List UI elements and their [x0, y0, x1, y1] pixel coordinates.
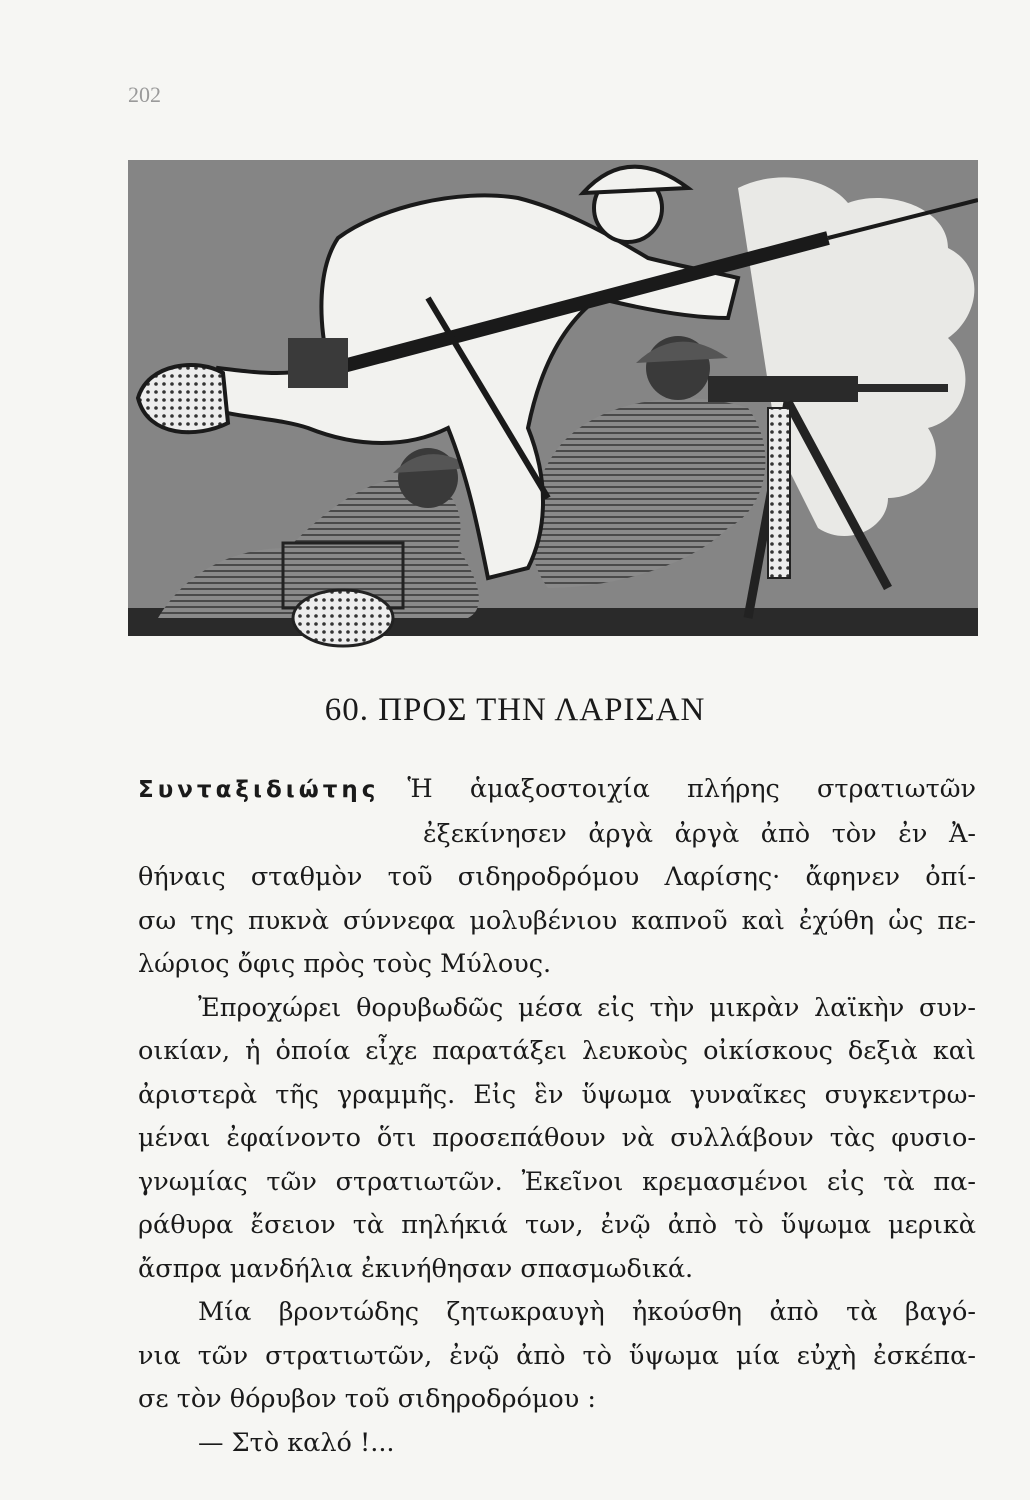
paragraph2-line-3: ἀριστερὰ τῆς γραμμῆς. Εἰς ἓν ὕψωμα γυναῖκες συγκεντρω- [138, 1079, 976, 1110]
paragraph3-line-4: — Στὸ καλό !... [198, 1427, 395, 1458]
page-number: 202 [128, 82, 161, 107]
paragraph1-line-4: σω της πυκνὰ σύννεφα μολυβένιου καπνοῦ καὶ ἐχύθη ὡς πε- [138, 905, 976, 936]
body-text [138, 768, 976, 1465]
paragraph1-line-2: ἐξεκίνησεν ἀργὰ ἀργὰ ἀπὸ τὸν ἐν Ἀ- [423, 818, 976, 849]
soldiers-charge-illustration [128, 148, 978, 653]
paragraph2-line-1: Ἐπροχώρει θορυβωδῶς μέσα εἰς τὴν μικρὰν λαϊκὴν συν- [198, 992, 976, 1023]
paragraph2-line-7: ἄσπρα μανδήλια ἐκινήθησαν σπασμωδικά. [138, 1253, 694, 1284]
paragraph1-line-1-text: Ἡ ἁμαξοστοιχία πλήρης στρατιωτῶν [407, 774, 976, 804]
paragraph2-line-4: μέναι ἐφαίνοντο ὅτι προσεπάθουν νὰ συλλάβουν τὰς φυσιο- [138, 1123, 976, 1153]
paragraph3-line-2: νια τῶν στρατιωτῶν, ἐνῷ ἀπὸ τὸ ὕψωμα μία εὐχὴ ἐσκέπα- [138, 1340, 976, 1371]
paragraph3-line-1: Μία βροντώδης ζητωκραυγὴ ἠκούσθη ἀπὸ τὰ βαγό- [198, 1297, 976, 1327]
paragraph1-heading-word: Συνταξιδιώτης [138, 777, 380, 803]
paragraph1-line-3: θήναις σταθμὸν τοῦ σιδηροδρόμου Λαρίσης· ἄφηνεν ὀπί- [138, 862, 976, 892]
paragraph1-line-1 [138, 768, 976, 813]
paragraph2-line-5: γνωμίας τῶν στρατιωτῶν. Ἐκεῖνοι κρεμασμένοι εἰς τὰ πα- [138, 1166, 976, 1197]
paragraph2-line-2: οικίαν, ἡ ὁποία εἶχε παρατάξει λευκοὺς οἰκίσκους δεξιὰ καὶ [138, 1036, 976, 1066]
paragraph3-line-3: σε τὸν θόρυβον τοῦ σιδηροδρόμου : [138, 1384, 596, 1414]
paragraph1-line-5: λώριος ὄφις πρὸς τοὺς Μύλους. [138, 949, 552, 979]
paragraph2-line-6: ράθυρα ἔσειον τὰ πηλήκιά των, ἐνῷ ἀπὸ τὸ ὕψωμα μερικὰ [138, 1210, 976, 1240]
chapter-title: 60. ΠΡΟΣ ΤΗΝ ΛΑΡΙΣΑΝ [324, 692, 706, 728]
